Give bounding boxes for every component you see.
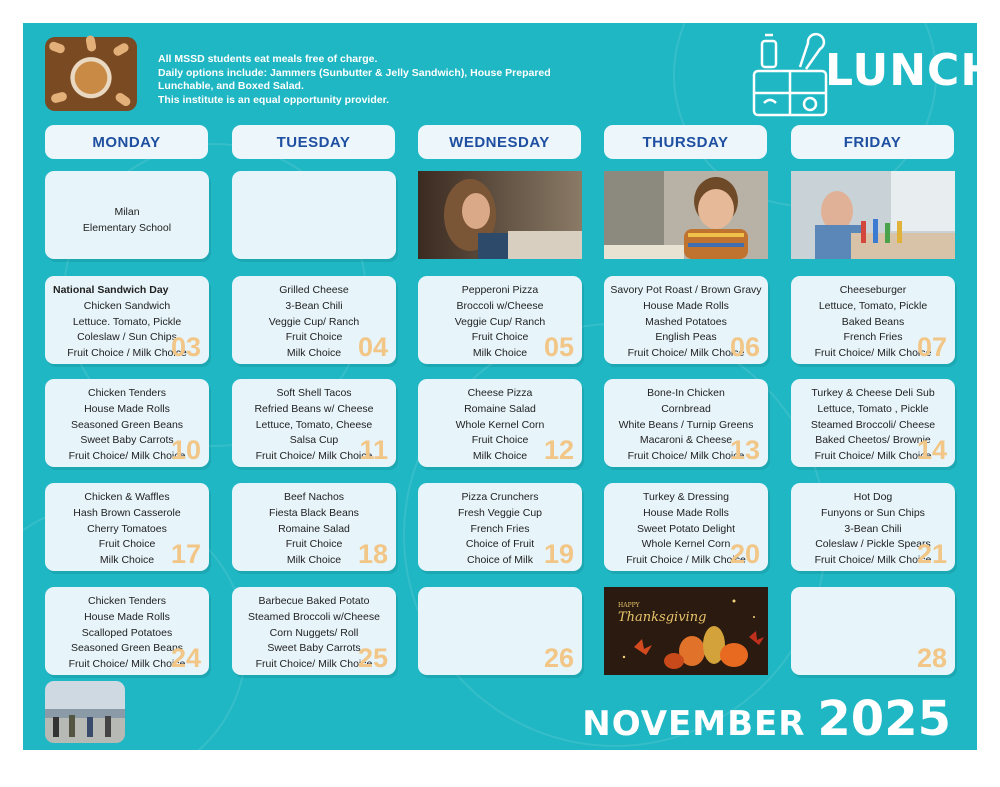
kids-art-class-photo <box>791 171 955 259</box>
menu-cell-nov-19 <box>418 483 582 571</box>
menu-item: Whole Kernel Corn <box>455 418 545 431</box>
thanksgiving-small-text: HAPPY <box>618 602 640 609</box>
menu-item: Fruit Choice <box>471 331 529 344</box>
menu-item: Fruit Choice/ Milk Choice <box>627 347 745 360</box>
menu-item: Cheese Pizza <box>467 387 533 399</box>
menu-item: Seasoned Green Beans <box>70 642 184 655</box>
menu-item: Soft Shell Tacos <box>276 387 352 399</box>
menu-item: Fruit Choice / Milk Choice <box>626 554 746 567</box>
menu-item: Milk Choice <box>472 450 528 463</box>
menu-item: Baked Cheetos/ Brownie <box>815 434 931 447</box>
menu-item: Chicken Sandwich <box>83 299 171 312</box>
menu-item: Fruit Choice <box>98 538 156 551</box>
date-number: 18 <box>357 539 388 569</box>
menu-item: Fruit Choice/ Milk Choice <box>814 450 932 463</box>
menu-item: Milk Choice <box>286 554 342 567</box>
school-name-line1: Milan <box>114 206 140 218</box>
menu-item: Turkey & Dressing <box>643 491 729 503</box>
thanksgiving-image <box>604 587 768 675</box>
menu-item: Fruit Choice/ Milk Choice <box>68 658 186 671</box>
menu-cell-nov-12 <box>418 379 582 467</box>
menu-item: House Made Rolls <box>84 402 170 415</box>
menu-item: Scalloped Potatoes <box>81 626 173 639</box>
date-number: 24 <box>170 643 201 673</box>
date-number: 20 <box>729 539 760 569</box>
day-header-wednesday: WEDNESDAY <box>418 125 581 159</box>
date-number: 14 <box>916 435 947 465</box>
menu-item: Choice of Fruit <box>465 538 535 551</box>
menu-item: Chicken & Waffles <box>84 491 170 503</box>
menu-item: Lettuce, Tomato, Pickle <box>818 299 928 312</box>
menu-cell-nov-28 <box>791 587 955 675</box>
menu-item-special: National Sandwich Day <box>53 284 169 296</box>
menu-cell-nov-17 <box>45 483 209 571</box>
menu-item: Coleslaw / Sun Chips <box>77 331 177 344</box>
menu-item: French Fries <box>843 331 903 344</box>
menu-item: Fruit Choice/ Milk Choice <box>255 450 373 463</box>
menu-cell-nov-25 <box>232 587 396 675</box>
lunch-menu-poster <box>23 23 999 750</box>
menu-item: Veggie Cup/ Ranch <box>268 315 360 328</box>
date-number: 13 <box>729 435 760 465</box>
menu-item: Turkey & Cheese Deli Sub <box>811 387 935 399</box>
day-header-tuesday: TUESDAY <box>232 125 395 159</box>
menu-cell-nov-10 <box>45 379 209 467</box>
month-label: NOVEMBER <box>582 704 806 744</box>
menu-item: Mashed Potatoes <box>645 315 727 328</box>
menu-item: Choice of Milk <box>467 554 533 567</box>
meal-notice <box>158 53 608 107</box>
menu-item: Barbecue Baked Potato <box>258 595 370 607</box>
school-name-cell <box>45 171 209 259</box>
menu-item: House Made Rolls <box>643 299 729 312</box>
menu-item: Pizza Crunchers <box>461 491 539 503</box>
menu-item: Fruit Choice/ Milk Choice <box>255 658 373 671</box>
menu-item: Cornbread <box>661 402 711 415</box>
notice-line-free-meals: All MSSD students eat meals free of charge. <box>158 53 378 65</box>
menu-cell-nov-26 <box>418 587 582 675</box>
menu-item: Chicken Tenders <box>87 387 167 399</box>
date-number: 25 <box>357 643 388 673</box>
menu-item: Veggie Cup/ Ranch <box>454 315 546 328</box>
date-number: 19 <box>543 539 574 569</box>
year-label: 2025 <box>817 691 951 747</box>
menu-item: Fruit Choice/ Milk Choice <box>627 450 745 463</box>
students-playground-photo <box>45 681 125 743</box>
menu-item: Sweet Baby Carrots <box>80 434 174 447</box>
menu-item: Pepperoni Pizza <box>461 284 539 296</box>
notice-line-equal-opportunity: This institute is an equal opportunity provider. <box>158 93 390 106</box>
menu-item: White Beans / Turnip Greens <box>618 418 754 431</box>
menu-item: Milk Choice <box>286 347 342 360</box>
menu-item: Chicken Tenders <box>87 595 167 607</box>
date-number: 10 <box>170 435 201 465</box>
menu-item: Lettuce, Tomato, Cheese <box>255 418 373 431</box>
menu-item: Refried Beans w/ Cheese <box>254 402 374 415</box>
empty-cell <box>232 171 396 259</box>
menu-cell-nov-13 <box>604 379 768 467</box>
school-name-line2: Elementary School <box>82 221 172 234</box>
menu-item: Cherry Tomatoes <box>87 522 167 535</box>
menu-item: Romaine Salad <box>278 522 350 535</box>
menu-item: Steamed Broccoli/ Cheese <box>810 418 936 431</box>
menu-cell-nov-14 <box>791 379 955 467</box>
menu-cell-nov-03 <box>45 276 209 364</box>
menu-item: Sweet Potato Delight <box>636 522 736 535</box>
menu-cell-nov-24 <box>45 587 209 675</box>
sunbutter-photo <box>45 37 137 111</box>
menu-item: Fruit Choice/ Milk Choice <box>814 347 932 360</box>
menu-item: Fruit Choice <box>285 538 343 551</box>
menu-item: 3-Bean Chili <box>285 299 343 312</box>
menu-item: Funyons or Sun Chips <box>821 506 925 519</box>
date-number: 21 <box>916 539 947 569</box>
girl-drawing-photo <box>418 171 582 259</box>
menu-item: Lettuce. Tomato, Pickle <box>72 315 182 328</box>
boy-painting-photo <box>604 171 768 259</box>
menu-item: Seasoned Green Beans <box>70 418 184 431</box>
day-header-monday: MONDAY <box>45 125 208 159</box>
menu-item: 3-Bean Chili <box>844 522 902 535</box>
menu-cell-nov-18 <box>232 483 396 571</box>
menu-item: Fiesta Black Beans <box>269 506 359 519</box>
menu-item: Fruit Choice <box>285 331 343 344</box>
menu-item: House Made Rolls <box>84 610 170 623</box>
date-number: 12 <box>543 435 574 465</box>
thanksgiving-script-text: Thanksgiving <box>618 610 707 625</box>
menu-item: Baked Beans <box>841 315 905 328</box>
menu-item: Sweet Baby Carrots <box>267 642 361 655</box>
menu-item: Savory Pot Roast / Brown Gravy <box>610 284 762 296</box>
date-number: 17 <box>170 539 201 569</box>
menu-item: Lettuce, Tomato , Pickle <box>817 402 929 415</box>
menu-cell-nov-07 <box>791 276 955 364</box>
menu-item: Steamed Broccoli w/Cheese <box>248 610 380 623</box>
menu-item: Milk Choice <box>99 554 155 567</box>
menu-item: Corn Nuggets/ Roll <box>269 626 359 639</box>
menu-item: Broccoli w/Cheese <box>456 299 544 312</box>
menu-item: Fruit Choice / Milk Choice <box>67 347 187 360</box>
menu-item: Cheeseburger <box>839 284 907 296</box>
menu-item: Fruit Choice/ Milk Choice <box>814 554 932 567</box>
date-number: 05 <box>543 332 574 362</box>
date-number: 06 <box>729 332 760 362</box>
menu-item: Grilled Cheese <box>279 284 349 296</box>
menu-item: Hot Dog <box>853 491 893 503</box>
date-number: 07 <box>916 332 947 362</box>
date-number: 04 <box>357 332 388 362</box>
menu-item: Coleslaw / Pickle Spears <box>815 538 931 551</box>
menu-item: Macaroni & Cheese <box>639 434 733 447</box>
menu-cell-nov-05 <box>418 276 582 364</box>
date-number: 28 <box>916 643 947 673</box>
menu-item: Whole Kernel Corn <box>641 538 731 551</box>
menu-item: Bone-In Chicken <box>647 387 725 399</box>
menu-item: Fruit Choice/ Milk Choice <box>68 450 186 463</box>
date-number: 03 <box>170 332 201 362</box>
notice-line-daily-options: Daily options include: Jammers (Sunbutter & Jelly Sandwich), House Prepared Lunchable, and Boxed Salad. <box>158 66 551 93</box>
menu-item: Salsa Cup <box>289 434 339 447</box>
menu-cell-nov-11 <box>232 379 396 467</box>
menu-item: House Made Rolls <box>643 506 729 519</box>
menu-cell-nov-04 <box>232 276 396 364</box>
menu-item: Fresh Veggie Cup <box>457 506 543 519</box>
menu-item: Milk Choice <box>472 347 528 360</box>
menu-item: Romaine Salad <box>464 402 536 415</box>
date-number: 11 <box>359 435 388 465</box>
menu-item: English Peas <box>655 331 717 344</box>
lunch-title: LUNCH <box>825 45 999 96</box>
day-header-friday: FRIDAY <box>791 125 954 159</box>
lunch-tray-icon <box>750 31 832 119</box>
day-header-thursday: THURSDAY <box>604 125 767 159</box>
date-number: 26 <box>543 643 574 673</box>
month-year-title <box>582 691 951 747</box>
menu-item: Fruit Choice <box>471 434 529 447</box>
menu-cell-nov-20 <box>604 483 768 571</box>
menu-cell-nov-06 <box>604 276 768 364</box>
menu-item: French Fries <box>470 522 530 535</box>
menu-item: Beef Nachos <box>283 491 345 503</box>
menu-item: Hash Brown Casserole <box>73 506 181 519</box>
menu-cell-nov-21 <box>791 483 955 571</box>
